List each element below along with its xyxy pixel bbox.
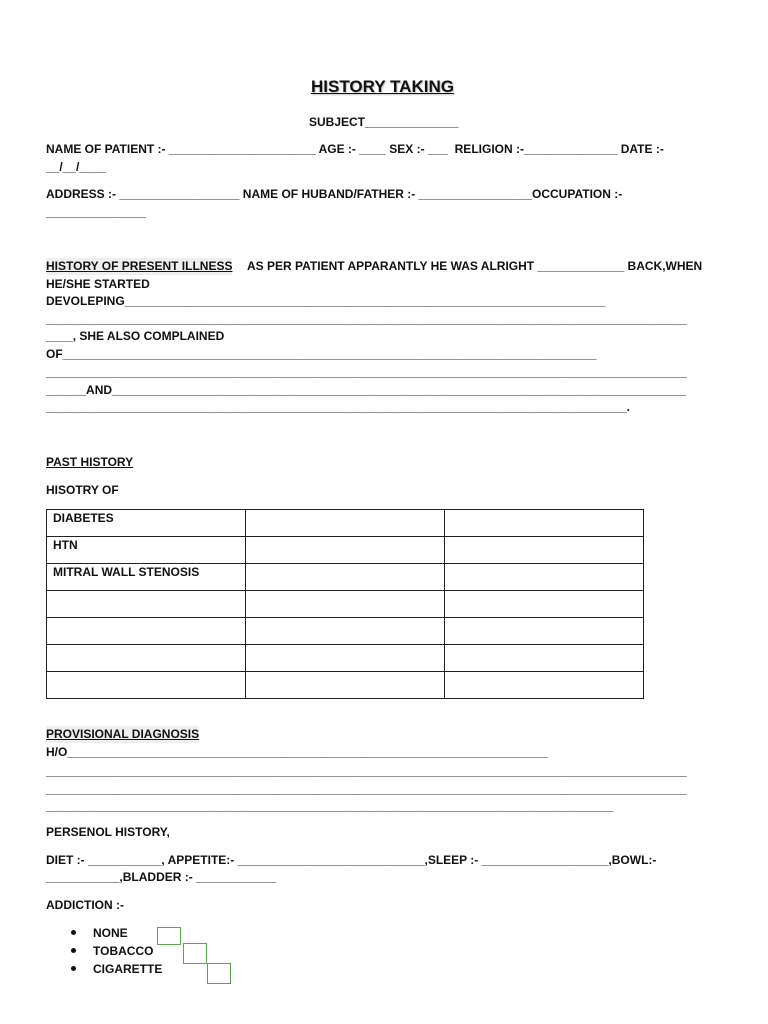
past-history-heading: PAST HISTORY <box>46 455 134 469</box>
personal-history-line[interactable]: DIET :- ___________, APPETITE:- ____________________________,SLEEP :- ___________________,BOWL:- <box>46 853 657 867</box>
present-illness-line[interactable]: _______________________________________________________________________________________. <box>46 400 630 414</box>
table-cell[interactable] <box>445 564 644 591</box>
table-row <box>47 510 644 537</box>
table-row <box>47 618 644 645</box>
past-history-table <box>46 509 644 699</box>
present-illness-line[interactable]: DEVOLEPING________________________________________________________________________ <box>46 294 606 308</box>
present-illness-line[interactable]: AS PER PATIENT APPARANTLY HE WAS ALRIGHT _____________ BACK,WHEN <box>247 259 703 273</box>
bullet-icon <box>71 930 76 935</box>
table-cell[interactable] <box>246 645 445 672</box>
occupation-field[interactable]: _______________ <box>46 205 147 219</box>
present-illness-line[interactable]: ________________________________________________________________________________________________ <box>46 312 687 326</box>
table-cell[interactable] <box>445 645 644 672</box>
diagnosis-line[interactable]: ________________________________________________________________________________________________ <box>46 764 687 778</box>
table-row <box>47 645 644 672</box>
table-cell[interactable] <box>246 564 445 591</box>
table-cell[interactable] <box>445 591 644 618</box>
bullet-icon <box>71 966 76 971</box>
checkbox-cigarette[interactable] <box>207 963 231 984</box>
table-cell[interactable] <box>445 672 644 699</box>
addiction-option-label: CIGARETTE <box>93 962 163 976</box>
subject-field[interactable]: SUBJECT______________ <box>309 115 459 129</box>
patient-details-line[interactable]: NAME OF PATIENT :- ______________________ AGE :- ____ SEX :- ___ RELIGION :-______________ DATE :- <box>46 142 664 156</box>
table-cell[interactable] <box>445 537 644 564</box>
present-illness-line[interactable]: OF________________________________________________________________________________ <box>46 347 597 361</box>
provisional-diagnosis-heading: PROVISIONAL DIAGNOSIS <box>46 727 200 741</box>
present-illness-heading: HISTORY OF PRESENT ILLNESS <box>46 259 233 273</box>
diagnosis-line[interactable]: H/O________________________________________________________________________ <box>46 745 548 759</box>
date-field[interactable]: __/__/____ <box>46 160 107 174</box>
table-cell[interactable] <box>246 672 445 699</box>
present-illness-line[interactable]: ________________________________________________________________________________________________ <box>46 365 687 379</box>
present-illness-line[interactable]: ______AND______________________________________________________________________________________ <box>46 383 686 397</box>
table-row <box>47 537 644 564</box>
checkbox-none[interactable] <box>157 927 181 945</box>
table-cell[interactable] <box>246 591 445 618</box>
table-row <box>47 672 644 699</box>
diagnosis-line[interactable]: ________________________________________________________________________________________________ <box>46 782 687 796</box>
table-cell: HTN <box>47 537 246 564</box>
personal-history-heading: PERSENOL HISTORY, <box>46 825 170 839</box>
table-cell[interactable] <box>445 510 644 537</box>
addiction-option-label: NONE <box>93 926 128 940</box>
table-row <box>47 591 644 618</box>
table-cell: MITRAL WALL STENOSIS <box>47 564 246 591</box>
table-cell[interactable] <box>445 618 644 645</box>
table-row <box>47 564 644 591</box>
bullet-icon <box>71 948 76 953</box>
table-cell[interactable] <box>47 618 246 645</box>
table-cell[interactable] <box>246 537 445 564</box>
page-title: HISTORY TAKING <box>311 77 454 96</box>
present-illness-line[interactable]: ____, SHE ALSO COMPLAINED <box>46 329 225 343</box>
diagnosis-line[interactable]: _____________________________________________________________________________________ <box>46 799 614 813</box>
table-cell[interactable] <box>246 618 445 645</box>
addiction-heading: ADDICTION :- <box>46 898 124 912</box>
table-cell[interactable] <box>47 672 246 699</box>
table-cell[interactable] <box>246 510 445 537</box>
checkbox-tobacco[interactable] <box>183 943 207 964</box>
table-cell[interactable] <box>47 645 246 672</box>
present-illness-line: HE/SHE STARTED <box>46 277 150 291</box>
table-cell[interactable] <box>47 591 246 618</box>
table-cell: DIABETES <box>47 510 246 537</box>
personal-history-line[interactable]: ___________,BLADDER :- ____________ <box>46 870 277 884</box>
addiction-option-label: TOBACCO <box>93 944 154 958</box>
address-line[interactable]: ADDRESS :- __________________ NAME OF HUBAND/FATHER :- _________________OCCUPATION :- <box>46 187 623 201</box>
history-of-label: HISOTRY OF <box>46 483 119 497</box>
